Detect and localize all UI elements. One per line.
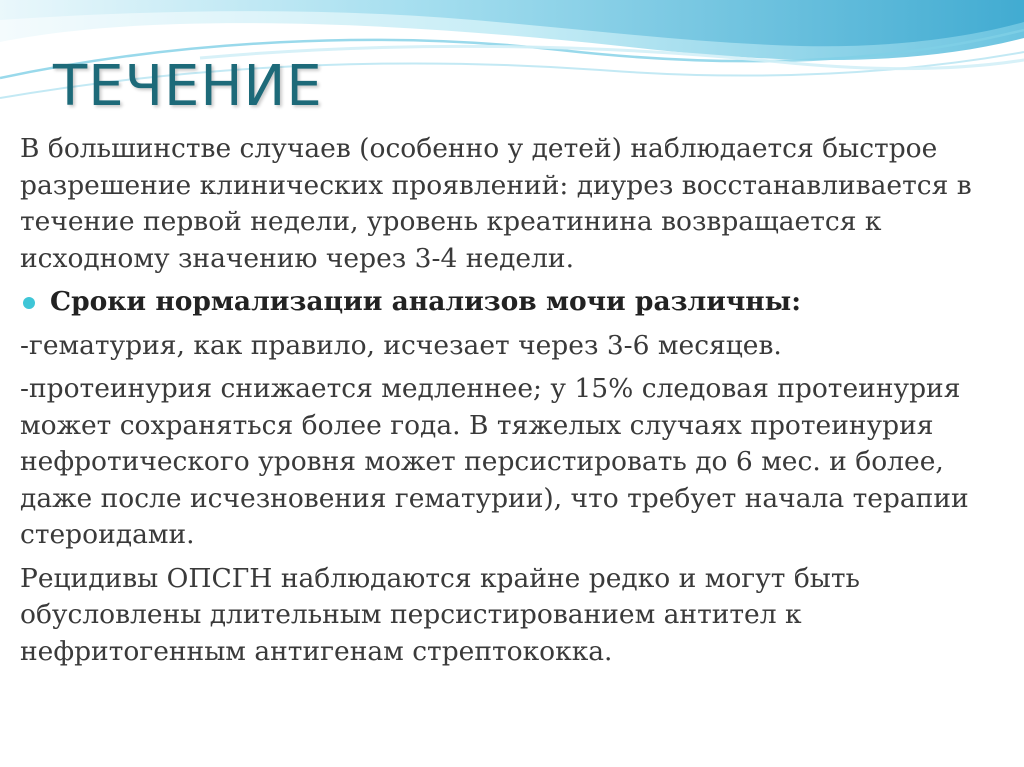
bullet-text: Сроки нормализации анализов мочи различны:: [50, 286, 802, 317]
bullet-item: [20, 284, 1010, 321]
slide-title: ТЕЧЕНИЕ: [53, 54, 323, 119]
slide-body: [20, 131, 1010, 677]
hematuria-paragraph: -гематурия, как правило, исчезает через 3-6 месяцев.: [20, 329, 782, 361]
proteinuria-paragraph: -протеинурия снижается медленнее; у 15% следовая протеинурия может сохраняться более года. В тяжелых случаях протеинурия нефротического уровня может персистировать до 6 мес. и более, даже после исчезновения гематурии), что требует начала терапии стероидами.: [20, 373, 969, 550]
relapse-paragraph: Рецидивы ОПСГН наблюдаются крайне редко и могут быть обусловлены длительным персистированием антител к нефритогенным антигенам стрептококка.: [20, 562, 860, 667]
intro-paragraph: В большинстве случаев (особенно у детей) наблюдается быстрое разрешение клинических проявлений: диурез восстанавливается в течение первой недели, уровень креатинина возвращается к исходному значению через 3-4 недели.: [20, 133, 972, 274]
bullet-dot-icon: [23, 297, 35, 309]
